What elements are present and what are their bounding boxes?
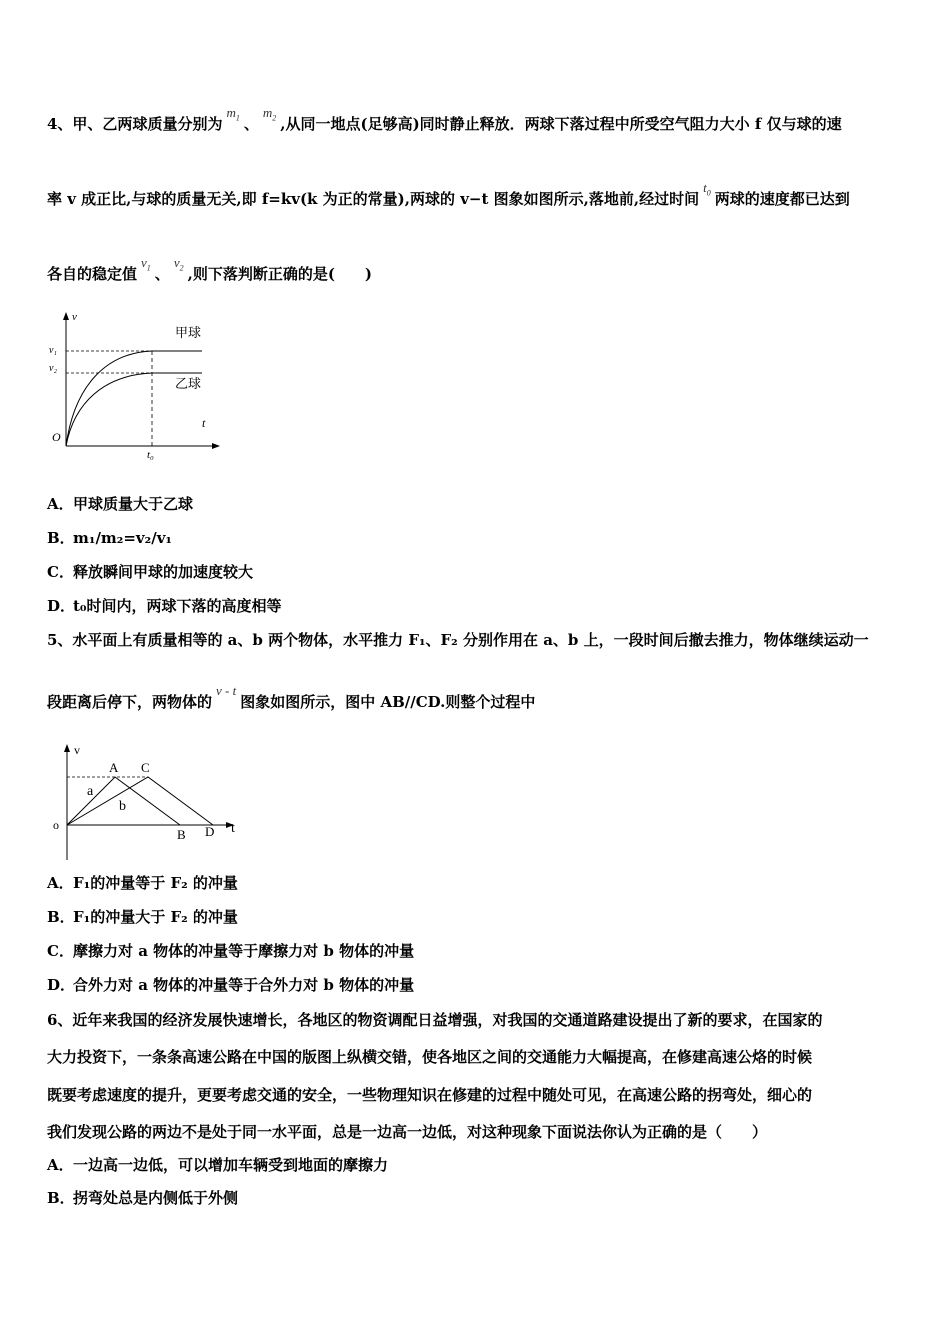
q4-v-arrow	[63, 312, 69, 320]
q5-point-a-label: A	[109, 760, 119, 775]
q4-origin-label: O	[52, 430, 61, 444]
t0-symbol: $t_0$	[703, 180, 711, 198]
q5-point-d-label: D	[205, 824, 215, 839]
q5-vt-graph	[50, 742, 250, 864]
q5-line-a-label: a	[87, 784, 94, 799]
v1-symbol: $v_1$	[141, 255, 151, 273]
q6-line-2: 大力投资下，一条条高速公路在中国的版图上纵横交错，使各地区之间的交通能力大幅提高，在修建高速公烙的时候	[47, 1048, 813, 1066]
q5-line-2: 段距离后停下，两物体的v - t图象如图所示，图中 AB//CD.则整个过程中	[47, 683, 536, 711]
q5-axis-t-label: t	[231, 821, 235, 836]
q4-v2-label: v₂	[49, 363, 57, 374]
q4-curve-yi-label: 乙球	[175, 376, 202, 391]
q4-t-arrow	[212, 443, 220, 449]
m1-symbol: $m_1$	[226, 105, 240, 123]
q6-option-a: A．一边高一边低，可以增加车辆受到地面的摩擦力	[47, 1156, 389, 1174]
q4-curve-jia	[66, 351, 202, 446]
q5-origin-label: o	[53, 818, 59, 832]
q5-v-arrow	[64, 744, 70, 752]
m2-symbol: $m_2$	[262, 105, 277, 123]
q4-axis-v-label: v	[72, 311, 77, 323]
q4-option-d: D．t₀时间内，两球下落的高度相等	[47, 597, 282, 615]
q4-option-c: C．释放瞬间甲球的加速度较大	[47, 563, 254, 581]
q5-option-b: B．F₁的冲量大于 F₂ 的冲量	[47, 908, 238, 926]
q4-option-b: B．m₁/m₂=v₂/v₁	[47, 529, 172, 547]
q6-option-b: B．拐弯处总是内侧低于外侧	[47, 1189, 239, 1207]
q6-line-1: 6、近年来我国的经济发展快速增长，各地区的物资调配日益增强，对我国的交通道路建设提出了新的要求，在国家的	[47, 1011, 823, 1029]
q4-t0-label: t₀	[147, 449, 154, 461]
q6-line-3: 既要考虑速度的提升，更要考虑交通的安全，一些物理知识在修建的过程中随处可见，在高速公路的拐弯处，细心的	[47, 1086, 813, 1104]
q4-axis-t-label: t	[202, 416, 206, 430]
q4-line-2: 率 v 成正比,与球的质量无关,即 f=kv(k 为正的常量),两球的 v−t 图象如图所示,落地前,经过时间$t_0$ 两球的速度都已达到	[47, 180, 850, 208]
q4-option-a: A．甲球质量大于乙球	[47, 495, 194, 513]
q4-vt-graph	[44, 308, 224, 468]
q5-line-1: 5、水平面上有质量相等的 a、b 两个物体，水平推力 F₁、F₂ 分别作用在 a、b 上，一段时间后撤去推力，物体继续运动一	[47, 631, 869, 649]
q5-line-b-label: b	[119, 799, 126, 814]
v2-symbol: $v_2$	[173, 255, 184, 273]
q5-option-a: A．F₁的冲量等于 F₂ 的冲量	[47, 874, 238, 892]
q4-line-1: 4、甲、乙两球质量分别为$m_1$ 、$m_2$ ,从同一地点(足够高)同时静止释放．两球下落过程中所受空气阻力大小 f 仅与球的速	[47, 105, 842, 133]
q5-axis-v-label: v	[74, 743, 80, 757]
vt-symbol: v - t	[216, 683, 237, 698]
q5-point-b-label: B	[177, 827, 186, 842]
q5-option-c: C．摩擦力对 a 物体的冲量等于摩擦力对 b 物体的冲量	[47, 942, 415, 960]
q4-line-3: 各自的稳定值$v_1$ 、$v_2$ ,则下落判断正确的是( )	[47, 255, 373, 283]
q5-point-c-label: C	[141, 760, 150, 775]
q4-curve-jia-label: 甲球	[175, 325, 202, 340]
q5-option-d: D．合外力对 a 物体的冲量等于合外力对 b 物体的冲量	[47, 976, 415, 994]
q4-v1-label: v₁	[49, 345, 57, 356]
q6-line-4: 我们发现公路的两边不是处于同一水平面，总是一边高一边低，对这种现象下面说法你认为正确的是（ ）	[47, 1123, 768, 1141]
